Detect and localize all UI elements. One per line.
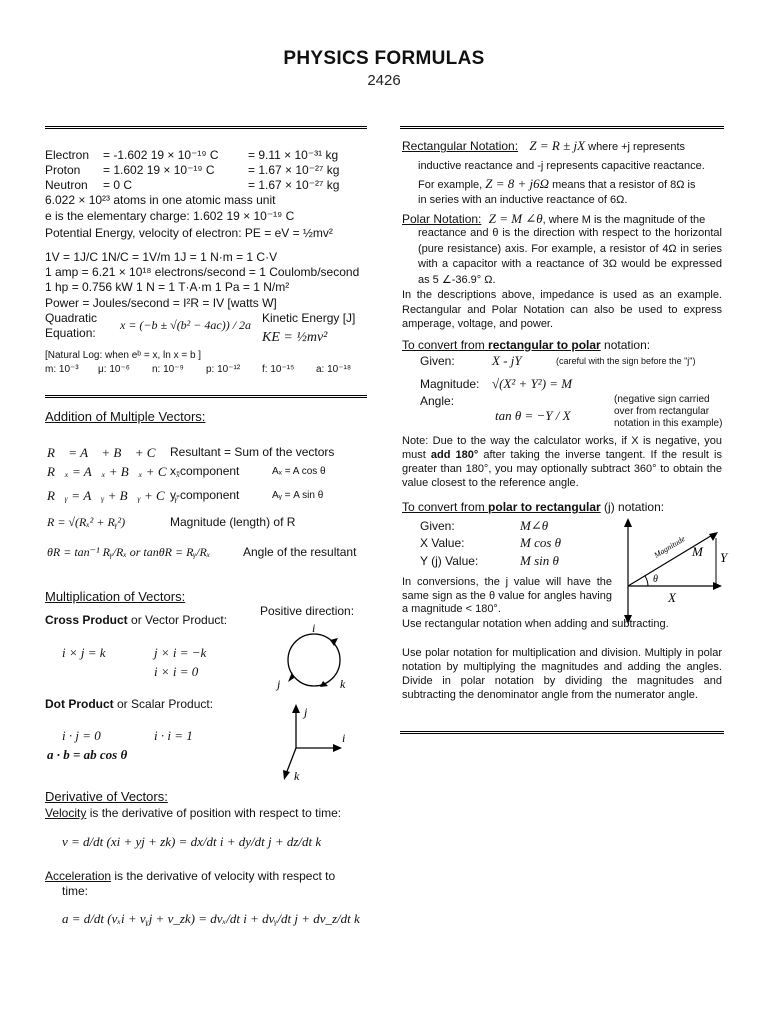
angle-formula: θR = tan⁻¹ Rᵧ/Rₓ or tanθR = Rᵧ/Rₓ <box>47 545 211 559</box>
acceleration-text-2: time: <box>62 884 89 898</box>
resultant-formula: R⃗ = A⃗ + B⃗ + C⃗ <box>47 445 166 460</box>
rectangular-notation-line <box>402 138 685 154</box>
multiplication-heading: Multiplication of Vectors: <box>45 589 186 604</box>
note-label: Note: <box>402 435 429 447</box>
dot-product-heading <box>45 697 213 711</box>
note-text-1: Due to the way the calculator works, if X is negative, you must <box>402 435 722 461</box>
y-value: M sin θ <box>520 553 559 568</box>
to-polar-post: notation: <box>600 338 651 352</box>
x-value-label: X Value: <box>420 536 465 550</box>
prefix-milli: m: 10⁻³ <box>45 364 79 375</box>
given-label: Given: <box>420 354 455 368</box>
velocity-text: is the derivative of position with respect to time: <box>86 806 342 820</box>
to-rect-bold: polar to rectangular <box>488 500 601 514</box>
cross-eq-ii: i × i = 0 <box>154 664 199 679</box>
units-line-3: 1 hp = 0.756 kW 1 N = 1 T·A·m 1 Pa = 1 N/m² <box>45 280 290 294</box>
prefix-nano: n: 10⁻⁹ <box>152 364 184 375</box>
angle-label: Angle: <box>420 394 455 408</box>
velocity-term: Velocity <box>45 806 87 820</box>
cycle-label-i: i <box>312 621 316 635</box>
kinetic-energy-label: Kinetic Energy [J] <box>262 311 356 325</box>
impedance-note: In the descriptions above, impedance is used as an example. Rectangular and Polar Notation can also be used to express amperage, voltage, and power. <box>402 289 722 330</box>
rectangular-text-4: in series with an inductive reactance of 6Ω. <box>418 194 628 206</box>
avogadro-line: 6.022 × 10²³ atoms in one atomic mass unit <box>45 193 276 207</box>
polar-text-1: , where M is the magnitude of the <box>542 214 706 226</box>
acceleration-term: Acceleration <box>45 869 112 883</box>
to-polar-pre: To convert from <box>402 338 489 352</box>
magnitude-formula: R = √(Rₓ² + Rᵧ²) <box>47 515 126 529</box>
polar-notation-title: Polar Notation: <box>402 212 482 226</box>
prefix-femto: f: 10⁻¹⁵ <box>262 364 295 375</box>
prefix-micro: μ: 10⁻⁶ <box>98 364 130 375</box>
dot-eq-ij: i · j = 0 <box>62 728 101 743</box>
elementary-charge-line: e is the elementary charge: 1.602 19 × 10⁻¹⁹ C <box>45 209 295 223</box>
y-value-label: Y (j) Value: <box>420 554 479 568</box>
magnitude-desc: Magnitude (length) of R <box>170 515 296 529</box>
dot-product-term: Dot Product <box>45 697 114 711</box>
natural-log-line: [Natural Log: when eᵇ = x, ln x = b ] <box>45 350 202 361</box>
x-component-formula: R⃗ₓ = A⃗ₓ + B⃗ₓ + C⃗ₓ <box>47 464 181 479</box>
positive-direction-label: Positive direction: <box>260 604 355 618</box>
neutron-mass: = 1.67 × 10⁻²⁷ kg <box>248 178 340 192</box>
polar-triangle-diagram <box>616 516 740 626</box>
page-title: PHYSICS FORMULAS <box>283 48 485 69</box>
electron-charge: = -1.602 19 × 10⁻¹⁹ C <box>103 148 219 162</box>
proton-label: Proton <box>45 163 81 177</box>
rectangular-formula: Z = R ± jX <box>529 138 586 153</box>
cross-product-heading <box>45 613 227 627</box>
note-text-2: after taking the inverse tangent. If the result is greater than 180°, you may optionally subtract 360° to obtain the value closest to the reference angle. <box>402 449 722 489</box>
note-bold: add 180° <box>430 449 479 461</box>
proton-charge: = 1.602 19 × 10⁻¹⁹ C <box>103 163 215 177</box>
dot-product-rest: or Scalar Product: <box>113 697 214 711</box>
dot-eq-ab: a · b = ab cos θ <box>47 747 128 762</box>
to-rect-post: (j) notation: <box>600 500 665 514</box>
to-polar-heading <box>402 338 650 352</box>
rectangular-text-1: where +j represents <box>585 141 686 153</box>
prefix-atto: a: 10⁻¹⁸ <box>316 364 352 375</box>
axis-label-k: k <box>294 769 300 783</box>
power-line: Power = Joules/second = I²R = IV [watts W] <box>45 296 277 310</box>
conversion-text: In conversions, the j value will have the same sign as the θ value for angles having a magnitude < 180°. <box>402 576 612 615</box>
acceleration-definition <box>45 869 335 883</box>
cross-product-cycle-diagram <box>272 620 352 696</box>
rectangular-text-3 <box>418 176 695 192</box>
polar-text-2: reactance and θ is the direction with respect to the horizontal (pure resistance) axis. For example, a resistor of 4Ω in series with a capacitor with a reactance of 3Ω would be expressed as 5 ∠-36.9° Ω. <box>418 227 722 286</box>
derivative-heading: Derivative of Vectors: <box>45 789 168 804</box>
ijk-axes-diagram <box>280 700 360 784</box>
velocity-formula: v = d/dt (xi + yj + zk) = dx/dt i + dy/dt j + dz/dt k <box>62 834 322 849</box>
angle-formula-right: tan θ = −Y / X <box>495 408 571 423</box>
page-subtitle: 2426 <box>367 72 401 89</box>
cross-eq-ji: j × i = −k <box>154 645 207 660</box>
triangle-label-x: X <box>668 590 676 605</box>
left-mid-rule <box>45 395 367 398</box>
kinetic-energy-formula: KE = ½mv² <box>262 330 328 345</box>
quadratic-label-1: Quadratic <box>45 311 98 325</box>
acceleration-formula: a = d/dt (vₓi + vᵧj + v_zk) = dvₓ/dt i + dvᵧ/dt j + dv_z/dt k <box>62 911 360 926</box>
cycle-label-j: j <box>277 677 281 691</box>
cross-product-term: Cross Product <box>45 613 128 627</box>
triangle-label-theta: θ <box>653 574 658 585</box>
y-component-extra: Aᵧ = A sin θ <box>272 490 324 501</box>
right-bottom-rule <box>400 731 724 734</box>
acceleration-text: is the derivative of velocity with respect to <box>111 869 336 883</box>
right-top-rule <box>400 126 724 129</box>
angle-note: (negative sign carried over from rectangular notation in this example) <box>614 394 723 429</box>
polar-formula: Z = M ∠θ <box>488 211 543 226</box>
cycle-label-k: k <box>340 677 346 691</box>
rectangular-text-2: inductive reactance and -j represents capacitive reactance. <box>418 160 705 172</box>
potential-energy-line: Potential Energy, velocity of electron: PE = eV = ½mv² <box>45 226 333 240</box>
use-rectangular-text: Use rectangular notation when adding and subtracting. <box>402 618 669 630</box>
quadratic-formula: x = (−b ± √(b² − 4ac)) / 2a <box>120 318 252 332</box>
rectangular-text-3a: For example, <box>418 179 486 191</box>
to-polar-bold: rectangular to polar <box>488 338 601 352</box>
rectangular-text-3b: means that a resistor of 8Ω is <box>549 179 696 191</box>
axis-label-j: j <box>304 705 308 719</box>
x-value: M cos θ <box>520 535 562 550</box>
triangle-label-m: M <box>692 544 703 559</box>
angle-desc: Angle of the resultant <box>243 545 357 559</box>
dot-eq-ii: i · i = 1 <box>154 728 193 743</box>
magnitude-label: Magnitude: <box>420 377 480 391</box>
x-component-desc: x-component <box>170 464 240 478</box>
given-note: (careful with the sign before the "j") <box>556 356 696 366</box>
proton-mass: = 1.67 × 10⁻²⁷ kg <box>248 163 340 177</box>
to-rect-heading <box>402 500 664 514</box>
rect-given-label: Given: <box>420 519 455 533</box>
rectangular-example-formula: Z = 8 + j6Ω <box>485 176 550 191</box>
calculator-note <box>402 434 722 490</box>
to-rect-pre: To convert from <box>402 500 489 514</box>
units-line-2: 1 amp = 6.21 × 10¹⁸ electrons/second = 1 Coulomb/second <box>45 265 360 279</box>
cross-eq-ij: i × j = k <box>62 645 106 660</box>
left-top-rule <box>45 126 367 129</box>
y-component-desc: y-component <box>170 488 240 502</box>
y-component-formula: R⃗ᵧ = A⃗ᵧ + B⃗ᵧ + C⃗ᵧ <box>47 488 178 503</box>
velocity-definition <box>45 806 341 820</box>
vector-addition-heading: Addition of Multiple Vectors: <box>45 409 206 424</box>
cross-product-rest: or Vector Product: <box>127 613 228 627</box>
prefix-pico: p: 10⁻¹² <box>206 364 241 375</box>
resultant-desc: Resultant = Sum of the vectors <box>170 445 335 459</box>
polar-notation-line <box>402 211 705 227</box>
electron-mass: = 9.11 × 10⁻³¹ kg <box>248 148 339 162</box>
neutron-label: Neutron <box>45 178 88 192</box>
triangle-hypotenuse-label: Magnitude <box>652 534 687 560</box>
triangle-label-y: Y <box>720 550 728 565</box>
use-polar-text: Use polar notation for multiplication and division. Multiply in polar notation by multiplying the magnitudes and adding the angles. Divide in polar notation by dividing the magnitudes and subtracting the denominator angle from the numerator angle. <box>402 647 722 701</box>
magnitude-formula-right: √(X² + Y²) = M <box>492 376 573 391</box>
rectangular-notation-title: Rectangular Notation: <box>402 139 519 153</box>
units-line-1: 1V = 1J/C 1N/C = 1V/m 1J = 1 N·m = 1 C·V <box>45 250 278 264</box>
given-value: X - jY <box>492 353 522 368</box>
quadratic-label-2: Equation: <box>45 326 96 340</box>
electron-label: Electron <box>45 148 90 162</box>
x-component-extra: Aₓ = A cos θ <box>272 466 326 477</box>
neutron-charge: = 0 C <box>103 178 133 192</box>
axis-label-i: i <box>342 731 346 745</box>
rect-given-value: M∠θ <box>520 518 549 533</box>
